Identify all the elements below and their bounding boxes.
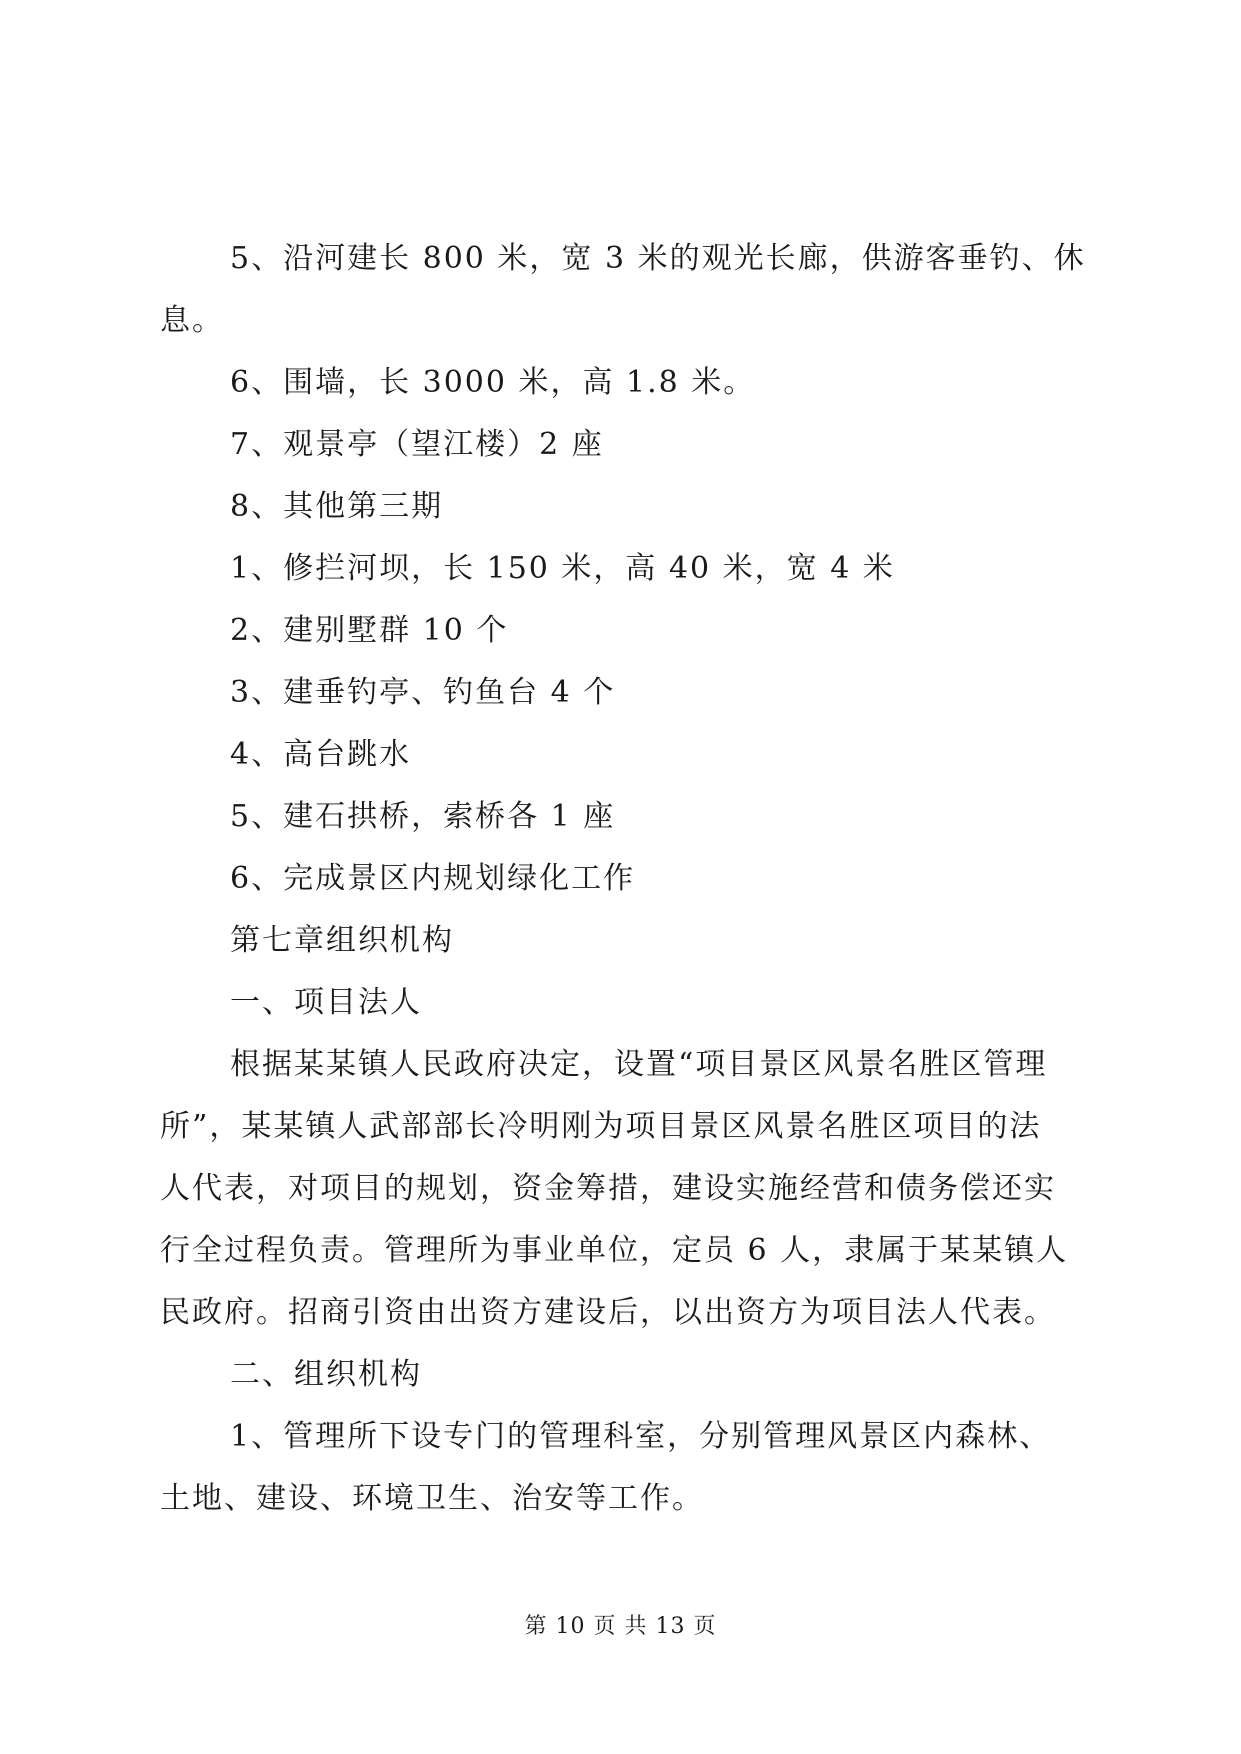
- text-line: 2、建别墅群 10 个: [230, 613, 509, 648]
- section-heading: 二、组织机构: [230, 1357, 422, 1392]
- text-line: 1、修拦河坝，长 150 米，高 40 米，宽 4 米: [230, 551, 895, 586]
- document-body: [160, 228, 1090, 1530]
- text-line: 5、沿河建长 800 米，宽 3 米的观光长廊，供游客垂钓、休: [230, 241, 1086, 276]
- paragraph-line: 1、管理所下设专门的管理科室，分别管理风景区内森林、: [230, 1419, 1052, 1454]
- paragraph-line: 民政府。招商引资由出资方建设后，以出资方为项目法人代表。: [160, 1295, 1056, 1330]
- text-line: 7、观景亭（望江楼）2 座: [230, 427, 604, 462]
- text-line: 6、完成景区内规划绿化工作: [230, 861, 636, 896]
- paragraph-line: 行全过程负责。管理所为事业单位，定员 6 人，隶属于某某镇人: [160, 1233, 1069, 1268]
- text-line: 5、建石拱桥，索桥各 1 座: [230, 799, 616, 834]
- page-number-footer: 第 10 页 共 13 页: [524, 1614, 717, 1639]
- paragraph-line: 土地、建设、环境卫生、治安等工作。: [160, 1481, 704, 1516]
- section-heading: 一、项目法人: [230, 985, 422, 1020]
- text-line: 4、高台跳水: [230, 737, 412, 772]
- text-line: 3、建垂钓亭、钓鱼台 4 个: [230, 675, 616, 710]
- paragraph-line: 根据某某镇人民政府决定，设置“项目景区风景名胜区管理: [230, 1047, 1048, 1082]
- text-line: 6、围墙，长 3000 米，高 1.8 米。: [230, 365, 756, 400]
- chapter-heading: 第七章组织机构: [230, 923, 454, 958]
- text-line: 8、其他第三期: [230, 489, 444, 524]
- paragraph-line: 人代表，对项目的规划，资金筹措，建设实施经营和债务偿还实: [160, 1171, 1056, 1206]
- text-line: 息。: [160, 303, 224, 338]
- paragraph-line: 所”，某某镇人武部部长冷明刚为项目景区风景名胜区项目的法: [160, 1109, 1042, 1144]
